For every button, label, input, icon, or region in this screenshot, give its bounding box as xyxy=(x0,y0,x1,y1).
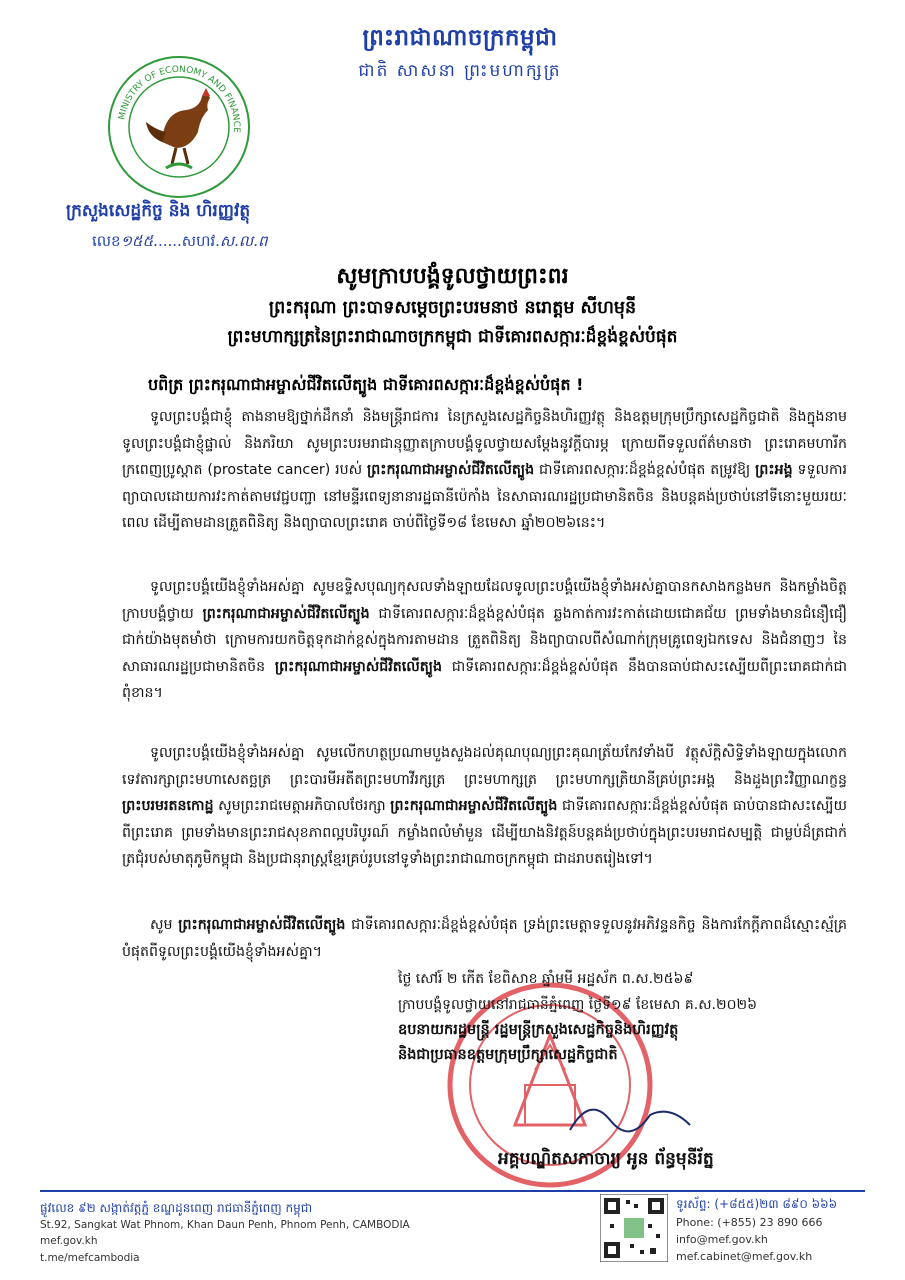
body-paragraph-1 xyxy=(122,404,847,537)
signer-title-line2: និងជាប្រធានឧត្តមក្រុមប្រឹក្សាសេដ្ឋកិច្ចជាតិ xyxy=(398,1047,618,1063)
ref-code: ស.ល.ព xyxy=(219,232,268,250)
p3-text-a: ទូលព្រះបង្គំយើងខ្ញុំទាំងអស់គ្នា សូមលើកហត្ថប្រណាមបួងសួងដល់គុណបុណ្យព្រះគុណត្រ័យកែវទាំងបី វត្ថុស័ក្តិសិទ្ធិទាំងឡាយក្នុងលោក ទេវតារក្សាព្រះមហាសេតច្ឆត្រ ព្រះបារមីអតីតព្រះមហាវីរក្សត្រ ព្រះមហាក្សត្រ ព្រះមហាក្សត្រិយានីគ្រប់ព្រះអង្គ និងដួងព្រះវិញ្ញាណក្ខន្ធ xyxy=(122,745,847,788)
p4-text-c: ជាទីគោរពសក្ការៈដ៏ខ្ពង់ខ្ពស់បំផុត ទ្រង់ព្រះមេត្តាទទួលនូវអភិវន្ទនកិច្ច និងការកែក្តីភាពដ៏ស្មោះស្ម័គ្របំផុតពីទូលព្រះបង្គំយើងខ្ញុំទាំងអស់គ្នា។ xyxy=(122,917,847,960)
p2-bold-b: ព្រះករុណាជាអម្ចាស់ជីវិតលើត្បូង xyxy=(274,658,442,675)
footer-address-english: St.92, Sangkat Wat Phnom, Khan Daun Penh, Phnom Penh, CAMBODIA xyxy=(40,1219,410,1231)
p1-text-a: ទូលព្រះបង្គំជាខ្ញុំ តាងនាមឱ្យថ្នាក់ដឹកនាំ និងមន្ត្រីរាជការ នៃក្រសួងសេដ្ឋកិច្ចនិងហិរញ្ញវត្ថុ និងឧត្តមក្រុមប្រឹក្សាសេដ្ឋកិច្ចជាតិ និងក្នុងនាមទូលព្រះបង្គំជាខ្ញុំផ្ទាល់ និងភរិយា សូមព្រះបរមរាជានុញ្ញាតក្រាបបង្គំទូលថ្វាយសម្តែងនូវក្តីបារម្ភ ក្រោយពីទទួលព័ត៌មានថា ព្រះរោគមហារីកក្រពេញប្រូស្តាត (prostate cancer) របស់ xyxy=(122,409,847,478)
p3-bold-b: ព្រះករុណាជាអម្ចាស់ជីវិតលើត្បូង xyxy=(390,798,558,814)
p1-bold-a: ព្រះករុណាជាអម្ចាស់ជីវិតលើត្បូង xyxy=(367,462,535,478)
footer-divider xyxy=(40,1190,865,1192)
footer-address-khmer: ផ្លូវលេខ ៩២ សង្កាត់វត្តភ្នំ ខណ្ឌដូនពេញ រាជធានីភ្នំពេញ កម្ពុជា xyxy=(40,1201,313,1215)
footer-telephone-khmer: ទូរស័ព្ទ: (+៨៥៥)២៣ ៨៩០ ៦៦៦ xyxy=(676,1197,838,1211)
footer-website-link[interactable]: mef.gov.kh xyxy=(40,1235,98,1247)
body-paragraph-4 xyxy=(122,912,847,965)
ministry-name: ក្រសួងសេដ្ឋកិច្ច និង ហិរញ្ញវត្ថុ xyxy=(66,201,251,221)
p1-text-e: ទទួលការព្យាបាលដោយការវះកាត់តាមវេជ្ជបញ្ជា នៅមន្ទីរពេទ្យនានារដ្ឋធានីប៉េកាំង នៃសាធារណរដ្ឋប្រជាមានិតចិន និងបន្តគង់ប្រថាប់នៅទីនោះមួយរយៈពេល ដើម្បីតាមដានត្រួតពិនិត្យ និងព្យាបាលព្រះរោគ ចាប់ពីថ្ងៃទី១៨ ខែមេសា ឆ្នាំ២០២៦នេះ។ xyxy=(122,462,848,531)
signer-name: អគ្គបណ្ឌិតសភាចារ្យ អូន ព័ន្ធមុនីរ័ត្ន xyxy=(498,1149,714,1169)
ref-number: ១៥៥ xyxy=(120,232,154,250)
ministry-logo xyxy=(104,52,254,202)
date-solar: ក្រាបបង្គំទូលថ្វាយនៅរាជធានីភ្នំពេញ ថ្ងៃទី១៩ ខែមេសា គ.ស.២០២៦ xyxy=(398,997,757,1013)
footer-phone: Phone: (+855) 23 890 666 xyxy=(676,1216,823,1229)
p4-bold-a: ព្រះករុណាជាអម្ចាស់ជីវិតលើត្បូង xyxy=(178,917,346,933)
qr-code[interactable] xyxy=(600,1194,668,1262)
footer-telegram-link[interactable]: t.me/mefcambodia xyxy=(40,1252,140,1264)
p2-text-c: ជាទីគោរពសក្ការៈដ៏ខ្ពង់ខ្ពស់បំផុត ឆ្លងកាត់ការវះកាត់ដោយជោគជ័យ ព្រមទាំងមានជំនឿជឿជាក់យ៉ាងមុតមាំថា ក្រោមការយកចិត្តទុកដាក់ខ្ពស់ក្នុងការតាមដាន ត្រួតពិនិត្យ និងព្យាបាលពីសំណាក់ក្រុមគ្រូពេទ្យឯកទេស និងជំនាញៗ នៃសាធារណរដ្ឋប្រជាមានិតចិន xyxy=(122,605,848,675)
p2-text-a: ទូលព្រះបង្គំយើងខ្ញុំទាំងអស់គ្នា សូមឧទ្ទិសបុណ្យកុសលទាំងឡាយដែលទូលព្រះបង្គំយើងខ្ញុំទាំងអស់គ្នាបានកសាងកន្លងមក និងកម្លាំងចិត្ត ក្រាបបង្គំថ្វាយ xyxy=(122,579,847,622)
p3-text-e: ជាទីគោរពសក្ការៈដ៏ខ្ពង់ខ្ពស់បំផុត ធាប់បានជាសះស្បើយពីព្រះរោគ ព្រមទាំងមានព្រះរាជសុខភាពល្អបរិបូរណ៍ កម្លាំងពលំមាំមួន ដើម្បីយាងនិវត្តន៍បន្តគង់ប្រថាប់ក្នុងព្រះបរមរាជសម្បត្តិ ជាម្លប់ដ៏ត្រជាក់ត្រជុំរបស់មាតុភូមិកម្ពុជា និងប្រជានុរាស្ត្រខ្មែរគ្រប់រូបនៅទូទាំងព្រះរាជាណាចក្រកម្ពុជា ជាដរាបតរៀងទៅ។ xyxy=(122,798,847,867)
signer-title-line1: ឧបនាយករដ្ឋមន្ត្រី រដ្ឋមន្ត្រីក្រសួងសេដ្ឋកិច្ចនិងហិរញ្ញវត្ថុ xyxy=(398,1022,679,1038)
ref-prefix: លេខ xyxy=(92,232,121,250)
reference-number xyxy=(92,232,342,254)
svg-text:MINISTRY OF ECONOMY AND FINANC: MINISTRY OF ECONOMY AND FINANCE xyxy=(117,64,242,134)
p1-text-c: ជាទីគោរពសក្ការៈដ៏ខ្ពង់ខ្ពស់បំផុត តម្រូវឱ្យ xyxy=(534,462,756,478)
p1-bold-b: ព្រះអង្គ xyxy=(755,462,793,478)
p2-text-e: ជាទីគោរពសក្ការៈដ៏ខ្ពង់ខ្ពស់បំផុត នឹងបានធាប់ជាសះស្បើយពីព្រះរោគជាក់ជាពុំខាន។ xyxy=(122,658,847,701)
p3-bold-a: ព្រះបរមរតនកោដ្ឋ xyxy=(122,798,214,814)
letter-addressee: ព្រះករុណា ព្រះបាទសម្តេចព្រះបរមនាថ នរោត្តម សីហមុនី xyxy=(268,298,637,318)
body-paragraph-2 xyxy=(122,574,847,707)
footer-email-cabinet[interactable]: mef.cabinet@mef.gov.kh xyxy=(676,1250,813,1263)
ref-dots: ...... xyxy=(153,232,182,250)
letter-addressee-title: ព្រះមហាក្សត្រនៃព្រះរាជាណាចក្រកម្ពុជា ជាទីគោរពសក្ការៈដ៏ខ្ពង់ខ្ពស់បំផុត xyxy=(227,327,678,347)
p3-text-c: សូមព្រះរាជមេត្តាអភិបាលថែរក្សា xyxy=(213,798,391,814)
p4-text-a: សូម xyxy=(150,917,179,933)
handwritten-signature xyxy=(560,1085,710,1145)
footer-email-info[interactable]: info@mef.gov.kh xyxy=(676,1233,768,1246)
p2-bold-a: ព្រះករុណាជាអម្ចាស់ជីវិតលើត្បូង xyxy=(202,605,370,622)
date-lunar: ថ្ងៃ សៅរ៍ ២ កើត ខែពិសាខ ឆ្នាំមមី អដ្ឋស័ក ព.ស.២៥៦៩ xyxy=(398,971,694,987)
kingdom-heading: ព្រះរាជាណាចក្រកម្ពុជា xyxy=(362,25,558,51)
letter-salutation: បពិត្រ ព្រះករុណាជាអម្ចាស់ជីវិតលើត្បូង ជាទីគោរពសក្ការៈដ៏ខ្ពង់ខ្ពស់បំផុត ! xyxy=(148,375,584,394)
ref-mid: សហវ. xyxy=(181,232,220,250)
body-paragraph-3 xyxy=(122,740,847,873)
letter-title: សូមក្រាបបង្គំទូលថ្វាយព្រះពរ xyxy=(336,264,569,289)
national-motto: ជាតិ សាសនា ព្រះមហាក្សត្រ xyxy=(358,61,562,81)
